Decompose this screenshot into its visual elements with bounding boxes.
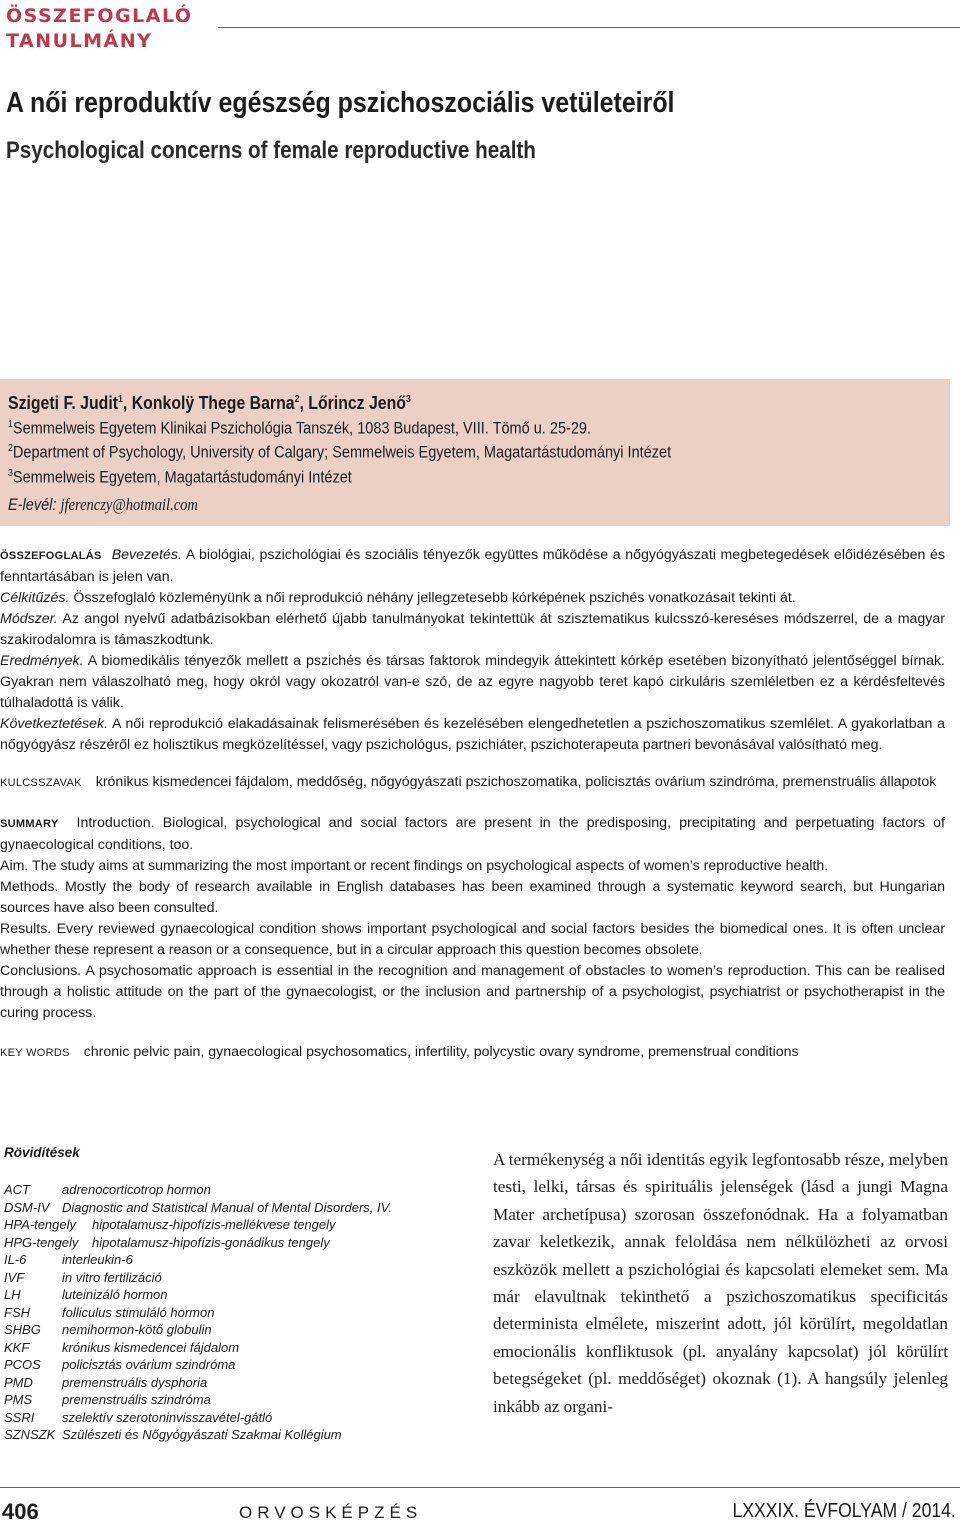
section-label (6, 4, 193, 54)
affiliation-3: $^3$Semmelweis Egyetem, Magatartástudományi Intézet (8, 468, 352, 487)
abbreviation-item: PMD premenstruális dysphoria (4, 1374, 208, 1390)
abbreviation-item: SHBG nemihormon-kötő globulin (4, 1322, 212, 1337)
abbreviation-item: SSRI szelektív szerotoninvisszavétel-gátló (4, 1409, 273, 1425)
author-name: Konkolÿ Thege Barna (131, 393, 295, 413)
abstract-paragraph: Methods. Mostly the body of research available in English databases has been examined through a systematic keyword search, but Hungarian sources have also been consulted. (0, 879, 945, 916)
keywords-hu-text: krónikus kismedencei fájdalom, meddőség, nőgyógyászati pszichoszomatika, policisztás ovárium szindróma, premenstruális állapotok (95, 774, 937, 790)
abbreviation-item: IL-6 interleukin-6 (4, 1252, 133, 1267)
email-link[interactable]: jferenczy@hotmail.com (60, 495, 198, 514)
author-sup: 2 (294, 394, 300, 405)
section-label-line1: ÖSSZEFOGLALÓ (6, 5, 193, 27)
abstract-paragraph: Eredmények. A biomedikális tényezők mellett a pszichés és társas faktorok mindegyik áttekintett kórkép esetében bizonyítható jelentőséggel bírnak. Gyakran nem válaszolható meg, hogy okról vagy okozatról van-e szó, de az egyre nagyobb teret kapó cirkuláris szemléletben ez a kérdésfeltevés túlhaladottá is válik. (0, 653, 945, 711)
author-sup: 1 (118, 394, 123, 405)
summary-label: SUMMARY (0, 818, 59, 830)
abbreviation-item: ACT adrenocorticotrop hormon (4, 1182, 211, 1197)
abstract-paragraph: Módszer. Az angol nyelvű adatbázisokban elérhető újabb tanulmányokat tekintettük át szisztematikus kulcsszó-kereséses módszerrel, de a magyar szakirodalomra is támaszkodtunk. (0, 611, 945, 648)
journal-name: ORVOSKÉPZÉS (239, 1503, 423, 1522)
author-info-box (0, 379, 950, 526)
article-title: A női reproduktív egészség pszichoszociális vetületeiről (6, 87, 675, 119)
issue-info: LXXXIX. ÉVFOLYAM / 2014. (732, 1500, 956, 1522)
abbreviation-item: PCOS policisztás ovárium szindróma (4, 1357, 236, 1372)
author-name: Szigeti F. Judit (8, 393, 119, 413)
affiliation-1: $^1$Semmelweis Egyetem Klinikai Pszichológia Tanszék, 1083 Budapest, VIII. Tömő u. 25-29. (8, 419, 592, 438)
article-subtitle: Psychological concerns of female reproductive health (6, 137, 536, 164)
header-rule (218, 27, 960, 28)
abstract-hu-label: ÖSSZEFOGLALÁS (0, 550, 102, 562)
keywords-en-label: KEY WORDS (0, 1047, 70, 1059)
section-label-line2: TANULMÁNY (6, 30, 153, 52)
affiliation-2: $^2$Department of Psychology, University of Calgary; Semmelweis Egyetem, Magatartástudományi Intézet (8, 443, 672, 462)
author-sup: 3 (405, 394, 411, 405)
keywords-en (0, 1042, 945, 1064)
abbreviation-item: PMS premenstruális szindróma (4, 1392, 211, 1407)
footer-rule (0, 1487, 960, 1488)
abstract-paragraph: Aim. The study aims at summarizing the most important or recent findings on psychological aspects of women’s reproductive health. (0, 858, 829, 874)
abbreviations-list (4, 1181, 392, 1444)
author-name: Lőrincz Jenő (308, 393, 406, 413)
abstract-hu (0, 545, 945, 756)
abbreviation-item: IVF in vitro fertilizáció (4, 1269, 162, 1285)
abstract-en (0, 813, 945, 1024)
keywords-hu (0, 772, 945, 794)
abbreviation-item: FSH folliculus stimuláló hormon (4, 1304, 215, 1320)
email-label: E-levél: (8, 496, 57, 514)
abbreviation-item: DSM-IV Diagnostic and Statistical Manual of Mental Disorders, IV. (4, 1199, 392, 1215)
abstract-paragraph: Következtetések. A női reprodukció elakadásainak felismerésében és kezelésében elengedhetetlen a pszichoszomatikus szemlélet. A gyakorlatban a nőgyógyász részéről ez holisztikus megközelítéssel, vagy pszichológus, pszichiáter, pszichoterapeuta partneri bevonásával valósítható meg. (0, 716, 945, 753)
abbreviation-item: HPG-tengely hipotalamusz-hipofízis-gonádikus tengely (4, 1234, 330, 1250)
page-number: 406 (2, 1499, 39, 1524)
abbreviation-item: HPA-tengely hipotalamusz-hipofízis-mellékvese tengely (4, 1217, 336, 1232)
abbreviation-item: SZNSZK Szülészeti és Nőgyógyászati Szakmai Kollégium (4, 1427, 342, 1442)
abstract-paragraph: Results. Every reviewed gynaecological condition shows important psychological and social factors besides the biomedical ones. It is often unclear whether these represent a reason or a consequence, but in a circular approach this question becomes obsolete. (0, 921, 945, 958)
abbreviations-title: Rövidítések (4, 1145, 80, 1160)
abstract-paragraph: SUMMARY Introduction. Biological, psychological and social factors are present in the predisposing, precipitating and perpetuating factors of gynaecological conditions, too. (0, 815, 945, 853)
email-row (8, 495, 198, 515)
abbreviation-item: KKF krónikus kismedencei fájdalom (4, 1339, 240, 1355)
abstract-paragraph: Conclusions. A psychosomatic approach is essential in the recognition and management of obstacles to women’s reproduction. This can be realised through a holistic attitude on the part of the gynaecologist, or the inclusion and partnership of a psychologist, psychiatrist or psychotherapist in the curing process. (0, 963, 945, 1021)
abstract-paragraph: ÖSSZEFOGLALÁS Bevezetés. A biológiai, pszichológiai és szociális tényezők együttes működése a nőgyógyászati megbetegedések előidézésében és fenntartásában is jelen van. (0, 547, 945, 585)
body-text: A termékenység a női identitás egyik legfontosabb része, melyben testi, lelki, társas és spirituális jelenségek (lásd a jungi Magna Mater archetípusa) szorosan összefonódnak. Ha a folyamatban zavar keletkezik, annak feloldása nem nélkülözheti az orvosi eszközök mellett a pszichológiai és kapcsolati elemeket sem. Ma már elavultnak tekinthető a pszichoszomatikus specificitás determinista elmélete, miszerint adott, jól körülírt, megoldatlan emocionális konfliktusok (pl. anyalány kapcsolat) jól körülírt betegségeket (pl. meddőséget) okoznak (1). A hangsúly jelenleg inkább az organi- (493, 1150, 948, 1416)
keywords-hu-label: KULCSSZAVAK (0, 777, 82, 789)
abbreviation-item: LH luteinizáló hormon (4, 1287, 168, 1302)
author-names: Szigeti F. Judit$^1$, Konkolÿ Thege Barna$^2$, Lőrincz Jenő$^3$ (8, 393, 411, 413)
abstract-paragraph: Célkitűzés. Összefoglaló közleményünk a női reprodukció néhány jellegzetesebb kórképének pszichés vonatkozásait tekinti át. (0, 590, 796, 606)
keywords-en-text: chronic pelvic pain, gynaecological psychosomatics, infertility, polycystic ovary syndrome, premenstrual conditions (83, 1044, 799, 1060)
